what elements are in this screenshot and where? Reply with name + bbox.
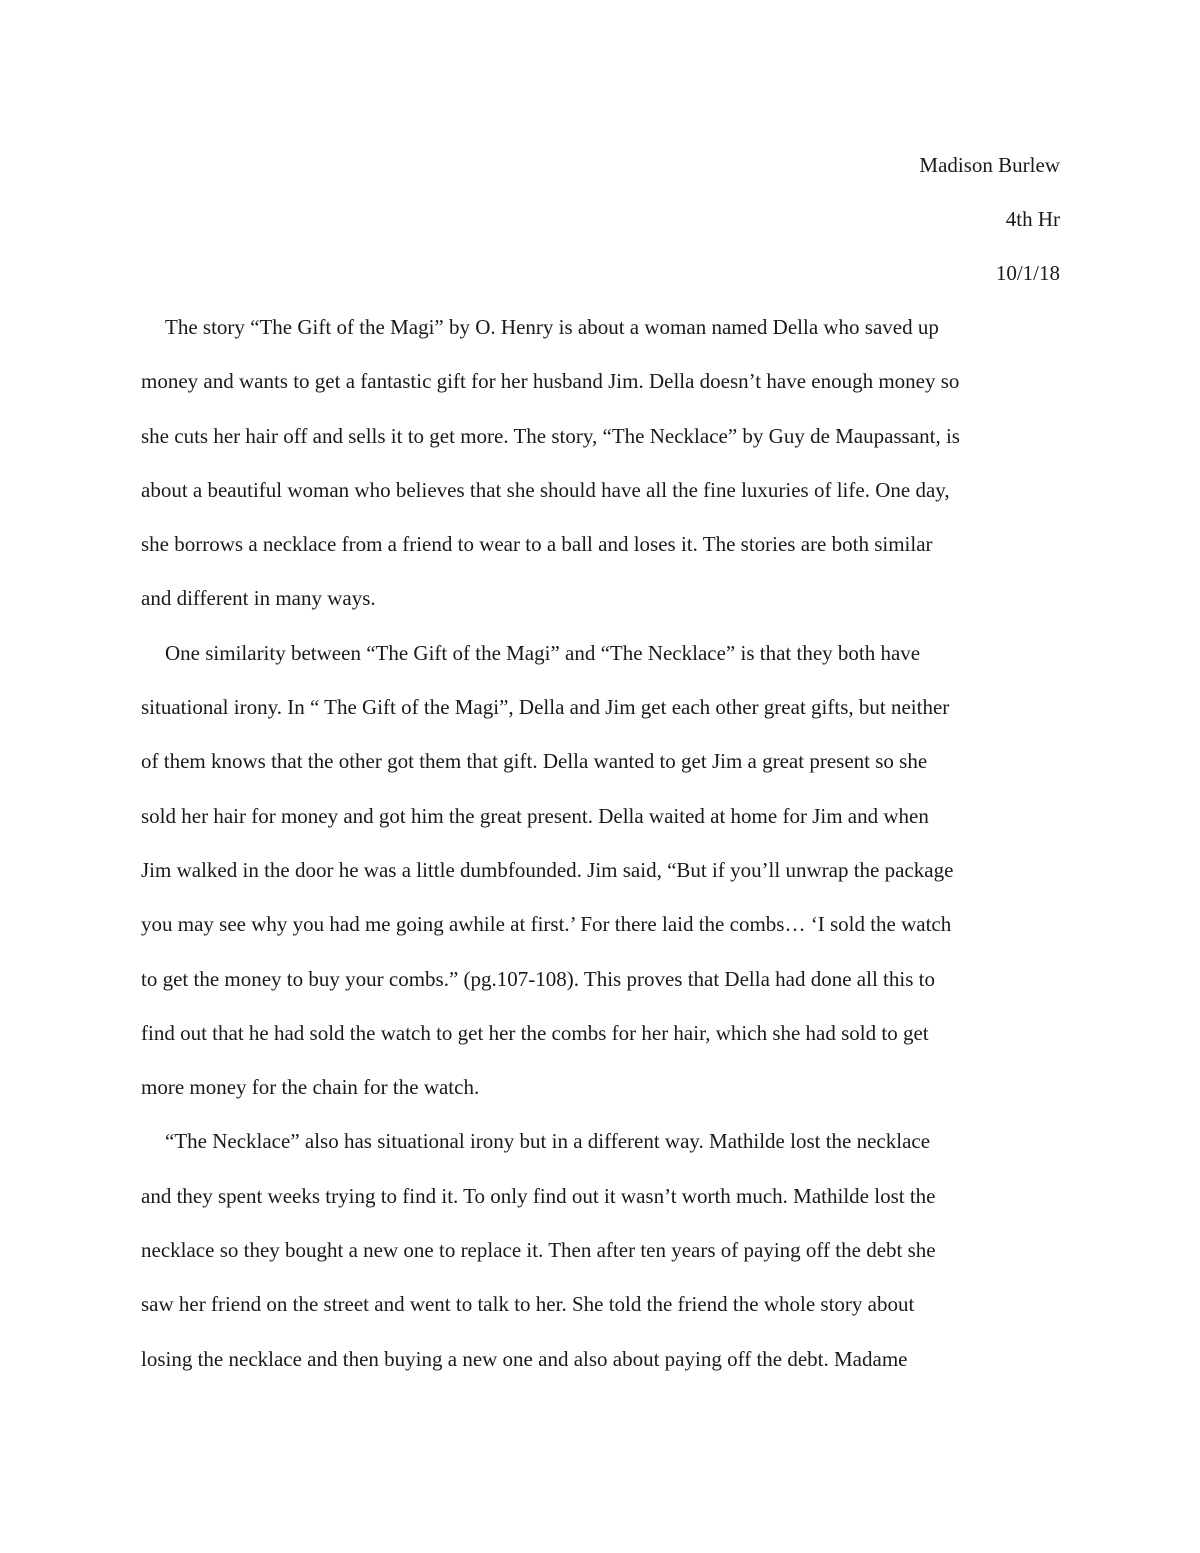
text-line: to get the money to buy your combs.” (pg.107-108). This proves that Della had done all this to: [141, 966, 935, 991]
text-line: saw her friend on the street and went to talk to her. She told the friend the whole story about: [141, 1292, 915, 1317]
document-date: 10/1/18: [995, 261, 1060, 285]
paragraph-necklace-irony: [141, 1114, 1063, 1385]
text-line: The story “The Gift of the Magi” by O. Henry is about a woman named Della who saved up: [165, 315, 939, 339]
text-line: sold her hair for money and got him the great present. Della waited at home for Jim and when: [141, 803, 929, 828]
text-line: you may see why you had me going awhile at first.’ For there laid the combs… ‘I sold the watch: [141, 912, 952, 937]
text-line: One similarity between “The Gift of the Magi” and “The Necklace” is that they both have: [165, 640, 921, 665]
text-line: Jim walked in the door he was a little dumbfounded. Jim said, “But if you’ll unwrap the package: [141, 857, 954, 882]
document-header: [919, 138, 1060, 300]
text-line: necklace so they bought a new one to replace it. Then after ten years of paying off the debt she: [141, 1238, 936, 1263]
paragraph-intro: [141, 300, 1063, 626]
text-line: about a beautiful woman who believes that she should have all the fine luxuries of life. One day,: [141, 477, 950, 502]
text-line: and they spent weeks trying to find it. To only find out it wasn’t worth much. Mathilde lost the: [141, 1183, 936, 1208]
class-period: 4th Hr: [1005, 207, 1060, 231]
text-line: she borrows a necklace from a friend to wear to a ball and loses it. The stories are both similar: [141, 532, 933, 557]
text-line: and different in many ways.: [141, 586, 376, 611]
text-line: she cuts her hair off and sells it to get more. The story, “The Necklace” by Guy de Maupassant, is: [141, 423, 960, 448]
text-line: losing the necklace and then buying a new one and also about paying off the debt. Madame: [141, 1346, 908, 1371]
author-name: Madison Burlew: [919, 153, 1060, 177]
document-body: [141, 300, 1063, 1386]
text-line: situational irony. In “ The Gift of the Magi”, Della and Jim get each other great gifts, but neither: [141, 695, 950, 720]
text-line: find out that he had sold the watch to get her the combs for her hair, which she had sold to get: [141, 1020, 929, 1045]
paragraph-similarity: [141, 626, 1063, 1115]
text-line: of them knows that the other got them that gift. Della wanted to get Jim a great present so she: [141, 749, 928, 774]
text-line: money and wants to get a fantastic gift for her husband Jim. Della doesn’t have enough money so: [141, 369, 960, 394]
text-line: “The Necklace” also has situational irony but in a different way. Mathilde lost the necklace: [165, 1129, 931, 1154]
text-line: more money for the chain for the watch.: [141, 1075, 480, 1100]
